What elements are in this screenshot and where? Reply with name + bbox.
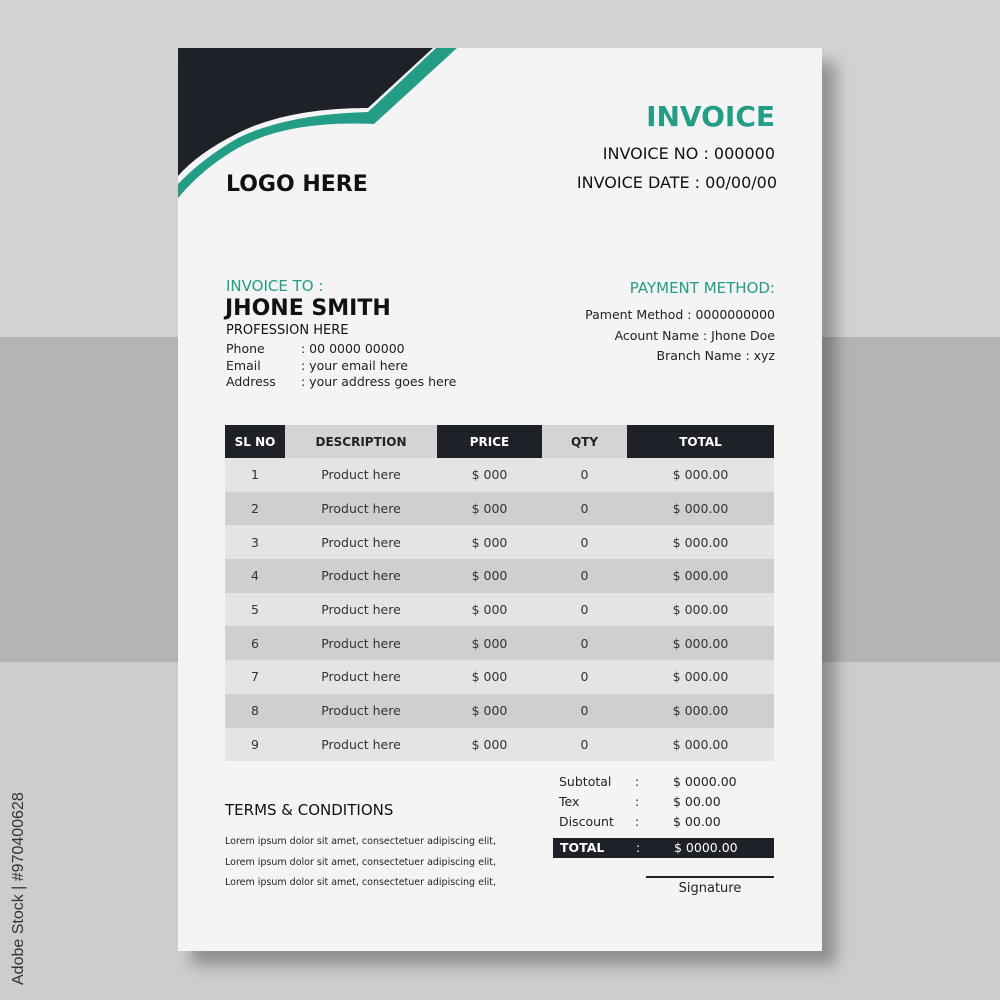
cell-sl-no: 5 — [225, 593, 285, 627]
cell-total: $ 000.00 — [627, 458, 774, 492]
cell-description: Product here — [285, 559, 437, 593]
cell-price: $ 000 — [437, 694, 542, 728]
invoice-to-label: INVOICE TO : — [226, 277, 324, 295]
cell-qty: 0 — [542, 593, 627, 627]
cell-qty: 0 — [542, 626, 627, 660]
cell-price: $ 000 — [437, 559, 542, 593]
cell-description: Product here — [285, 593, 437, 627]
payment-method: Pament Method : 0000000000 — [585, 307, 775, 322]
cell-price: $ 000 — [437, 525, 542, 559]
cell-description: Product here — [285, 694, 437, 728]
summary-label: Discount — [559, 814, 614, 829]
phone-row — [226, 341, 456, 358]
cell-price: $ 000 — [437, 593, 542, 627]
logo-placeholder: LOGO HERE — [226, 172, 368, 197]
field-value: : your address goes here — [301, 374, 457, 389]
cell-description: Product here — [285, 626, 437, 660]
email-row — [226, 358, 456, 375]
terms-title: TERMS & CONDITIONS — [225, 801, 394, 819]
summary-label: Subtotal — [559, 774, 612, 789]
invoice-date: INVOICE DATE : 00/00/00 — [576, 173, 777, 192]
summary-sep: : — [635, 814, 640, 829]
tax-row — [559, 792, 737, 812]
cell-qty: 0 — [542, 492, 627, 526]
cell-description: Product here — [285, 525, 437, 559]
table-row — [225, 593, 774, 627]
summary-sep: : — [635, 774, 640, 789]
summary-value: $ 0000.00 — [673, 774, 737, 789]
client-name: JHONE SMITH — [225, 296, 391, 321]
cell-description: Product here — [285, 660, 437, 694]
cell-sl-no: 3 — [225, 525, 285, 559]
client-profession: PROFESSION HERE — [226, 323, 349, 338]
cell-sl-no: 9 — [225, 728, 285, 762]
cell-description: Product here — [285, 458, 437, 492]
table-row — [225, 728, 774, 762]
cell-price: $ 000 — [437, 728, 542, 762]
account-name: Acount Name : Jhone Doe — [614, 327, 775, 343]
cell-total: $ 000.00 — [627, 559, 774, 593]
table-row — [225, 626, 774, 660]
payment-title: PAYMENT METHOD: — [629, 279, 775, 297]
summary — [559, 772, 737, 832]
payment-details — [585, 305, 775, 367]
summary-value: $ 00.00 — [673, 814, 721, 829]
stock-id: Adobe Stock | #970400628 — [10, 792, 27, 985]
invoice-number: INVOICE NO : 000000 — [602, 144, 775, 163]
col-total: TOTAL — [627, 425, 774, 458]
cell-sl-no: 4 — [225, 559, 285, 593]
summary-sep: : — [635, 794, 640, 809]
cell-total: $ 000.00 — [627, 728, 774, 762]
cell-sl-no: 7 — [225, 660, 285, 694]
table-row — [225, 492, 774, 526]
field-label: Phone — [226, 341, 265, 356]
table-row — [225, 559, 774, 593]
subtotal-row — [559, 772, 737, 792]
total-sep: : — [636, 840, 641, 855]
col-sl-no: SL NO — [225, 425, 285, 458]
table-row — [225, 458, 774, 492]
signature-label: Signature — [678, 881, 742, 896]
cell-qty: 0 — [542, 694, 627, 728]
terms-text — [225, 832, 496, 894]
cell-total: $ 000.00 — [627, 593, 774, 627]
field-label: Address — [226, 374, 276, 389]
invoice-page — [178, 48, 822, 951]
signature-line — [646, 876, 774, 878]
terms-line: Lorem ipsum dolor sit amet, consectetuer adipiscing elit, — [225, 877, 496, 888]
cell-qty: 0 — [542, 660, 627, 694]
field-value: : 00 0000 00000 — [301, 341, 405, 356]
field-label: Email — [226, 357, 261, 373]
cell-total: $ 000.00 — [627, 694, 774, 728]
cell-description: Product here — [285, 728, 437, 762]
cell-total: $ 000.00 — [627, 492, 774, 526]
cell-qty: 0 — [542, 728, 627, 762]
total-value: $ 0000.00 — [674, 840, 738, 855]
cell-qty: 0 — [542, 525, 627, 559]
cell-qty: 0 — [542, 559, 627, 593]
address-row — [226, 374, 456, 391]
cell-total: $ 000.00 — [627, 525, 774, 559]
table-row — [225, 694, 774, 728]
cell-price: $ 000 — [437, 660, 542, 694]
total-label: TOTAL — [560, 840, 605, 855]
total-bar — [553, 838, 774, 858]
cell-price: $ 000 — [437, 492, 542, 526]
col-price: PRICE — [437, 425, 542, 458]
cell-description: Product here — [285, 492, 437, 526]
table-row — [225, 660, 774, 694]
discount-row — [559, 812, 737, 832]
cell-price: $ 000 — [437, 458, 542, 492]
terms-line: Lorem ipsum dolor sit amet, consectetuer adipiscing elit, — [225, 856, 496, 868]
col-description: DESCRIPTION — [285, 425, 437, 458]
cell-sl-no: 1 — [225, 458, 285, 492]
items-table — [225, 425, 774, 761]
summary-label: Tex — [559, 794, 580, 809]
branch-name: Branch Name : xyz — [656, 348, 775, 363]
cell-price: $ 000 — [437, 626, 542, 660]
cell-total: $ 000.00 — [627, 660, 774, 694]
summary-value: $ 00.00 — [673, 794, 721, 809]
terms-line: Lorem ipsum dolor sit amet, consectetuer adipiscing elit, — [225, 836, 496, 847]
col-qty: QTY — [542, 425, 627, 458]
invoice-title: INVOICE — [646, 100, 775, 133]
client-details — [226, 341, 456, 391]
cell-total: $ 000.00 — [627, 626, 774, 660]
field-value: : your email here — [301, 357, 408, 373]
cell-sl-no: 2 — [225, 492, 285, 526]
cell-sl-no: 6 — [225, 626, 285, 660]
cell-qty: 0 — [542, 458, 627, 492]
cell-sl-no: 8 — [225, 694, 285, 728]
table-row — [225, 525, 774, 559]
